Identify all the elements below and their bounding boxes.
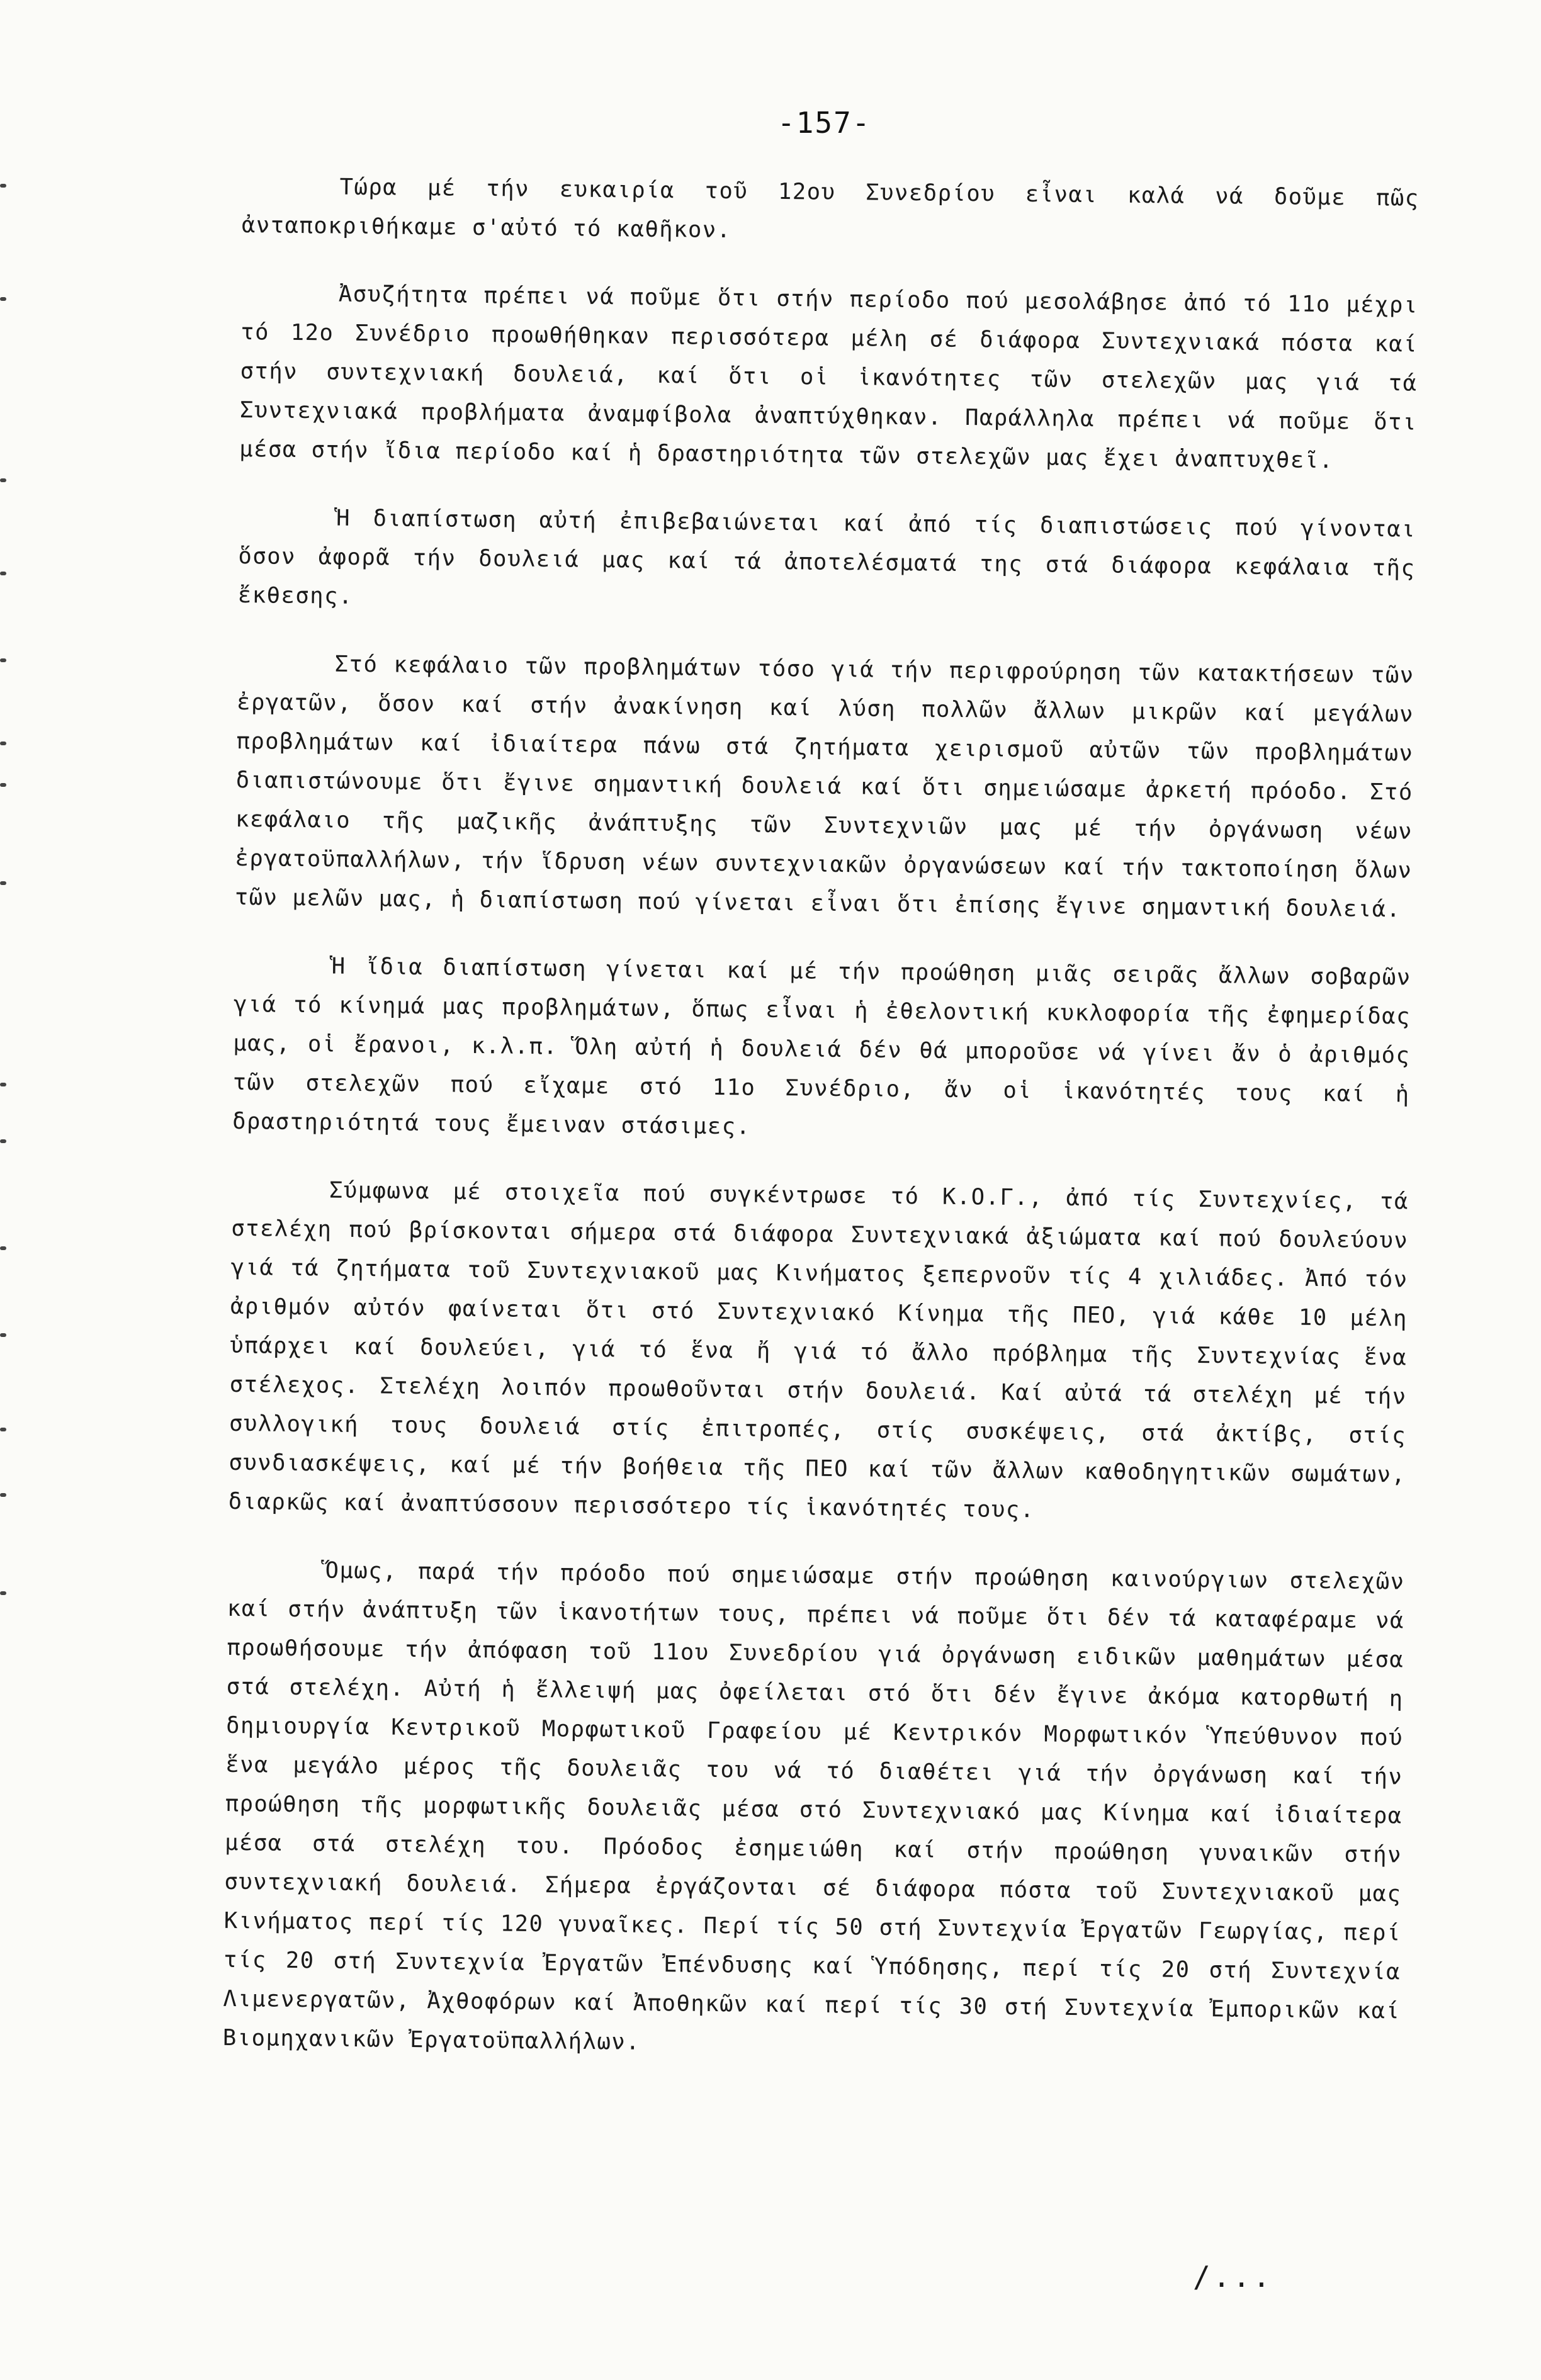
margin-mark bbox=[0, 1428, 6, 1431]
paragraph: Τώρα μέ τήν ευκαιρία τοῦ 12ου Συνεδρίου εἶναι καλά νά δοῦμε πῶς ἀνταποκριθήκαμε σ'αὐτό τό καθῆκον. bbox=[241, 174, 1420, 244]
paragraph: Σύμφωνα μέ στοιχεῖα πού συγκέντρωσε τό Κ.Ο.Γ., ἀπό τίς Συντεχνίες, τά στελέχη πού βρίσκονται σήμερα στά διάφορα Συντεχνιακά ἀξιώματα καί πού δουλεύουν γιά τά ζητήματα τοῦ Συντεχνιακοῦ μας Κινήματος ξεπερνοῦν τίς 4 χιλιάδες. Ἀπό τόν ἀριθμόν αὐτόν φαίνεται ὅτι στό Συντεχνιακό Κίνημα τῆς ΠΕΟ, γιά κάθε 10 μέλη ὑπάρχει καί δουλεύει, γιά τό ἕνα ἤ γιά τό ἄλλο πρόβλημα τῆς Συντεχνίας ἕνα στέλεχος. Στελέχη λοιπόν προωθοῦνται στήν δουλειά. Καί αὐτά τά στελέχη μέ τήν συλλογική τους δουλειά στίς ἐπιτροπές, στίς συσκέψεις, στά ἀκτίβς, στίς συνδιασκέψεις, καί μέ τήν βοήθεια τῆς ΠΕΟ καί τῶν ἄλλων καθοδηγητικῶν σωμάτων, διαρκῶς καί ἀναπτύσσουν περισσότερο τίς ἱκανότητές τους. bbox=[228, 1177, 1409, 1523]
margin-mark bbox=[0, 1493, 6, 1497]
continuation-mark: /... bbox=[1193, 2260, 1273, 2294]
margin-mark bbox=[0, 297, 6, 301]
paragraph: Ἡ ἴδια διαπίστωση γίνεται καί μέ τήν προώθηση μιᾶς σειρᾶς ἄλλων σοβαρῶν γιά τό κίνημά μας προβλημάτων, ὅπως εἶναι ἡ ἐθελοντική κυκλοφορία τῆς ἐφημερίδας μας, οἱ ἔρανοι, κ.λ.π. Ὅλη αὐτή ἡ δουλειά δέν θά μποροῦσε νά γίνει ἄν ὁ ἀριθμός τῶν στελεχῶν πού εἴχαμε στό 11ο Συνέδριο, ἄν οἱ ἱκανότητές τους καί ἡ δραστηριότητά τους ἔμειναν στάσιμες. bbox=[232, 953, 1411, 1140]
margin-mark bbox=[0, 478, 6, 482]
paragraph: Ἀσυζήτητα πρέπει νά ποῦμε ὅτι στήν περίοδο πού μεσολάβησε ἀπό τό 11ο μέχρι τό 12ο Συνέδριο προωθήθηκαν περισσότερα μέλη σέ διάφορα Συντεχνιακά πόστα καί στήν συντεχνιακή δουλειά, καί ὅτι οἱ ἱκανότητες τῶν στελεχῶν μας γιά τά Συντεχνιακά προβλήματα ἀναμφίβολα ἀναπτύχθηκαν. Παράλληλα πρέπει νά ποῦμε ὅτι μέσα στήν ἴδια περίοδο καί ἡ δραστηριότητα τῶν στελεχῶν μας ἔχει ἀναπτυχθεῖ. bbox=[239, 281, 1419, 474]
paragraph: Στό κεφάλαιο τῶν προβλημάτων τόσο γιά τήν περιφρούρηση τῶν κατακτήσεων τῶν ἐργατῶν, ὅσον καί στήν ἀνακίνηση καί λύση πολλῶν ἄλλων μικρῶν καί μεγάλων προβλημάτων καί ἰδιαίτερα πάνω στά ζητήματα χειρισμοῦ αὐτῶν τῶν προβλημάτων διαπιστώνουμε ὅτι ἔγινε σημαντική δουλειά καί ὅτι σημειώσαμε ἀρκετή πρόοδο. Στό κεφάλαιο τῆς μαζικῆς ἀνάπτυξης τῶν Συντεχνιῶν μας μέ τήν ὀργάνωση νέων ἐργατοϋπαλλήλων, τήν ἵδρυση νέων συντεχνιακῶν ὀργανώσεων καί τήν τακτοποίηση ὅλων τῶν μελῶν μας, ἡ διαπίστωση πού γίνεται εἶναι ὅτι ἐπίσης ἔγινε σημαντική δουλειά. bbox=[234, 651, 1414, 923]
margin-mark bbox=[0, 742, 6, 745]
page-number: -157- bbox=[777, 106, 871, 140]
paragraph: Ὅμως, παρά τήν πρόοδο πού σημειώσαμε στήν προώθηση καινούργιων στελεχῶν καί στήν ἀνάπτυξη τῶν ἱκανοτήτων τους, πρέπει νά ποῦμε ὅτι δέν τά καταφέραμε νά προωθήσουμε τήν ἀπόφαση τοῦ 11ου Συνεδρίου γιά ὀργάνωση ειδικῶν μαθημάτων μέσα στά στελέχη. Αὐτή ἡ ἔλλειψή μας ὀφείλεται στό ὅτι δέν ἔγινε ἀκόμα κατορθωτή η δημιουργία Κεντρικοῦ Μορφωτικοῦ Γραφείου μέ Κεντρικόν Μορφωτικόν Ὑπεύθυνον πού ἕνα μεγάλο μέρος τῆς δουλειᾶς του νά τό διαθέτει γιά τήν ὀργάνωση καί τήν προώθηση τῆς μορφωτικῆς δουλειᾶς μέσα στό Συντεχνιακό μας Κίνημα καί ἰδιαίτερα μέσα στά στελέχη του. Πρόοδος ἐσημειώθη καί στήν προώθηση γυναικῶν στήν συντεχνιακή δουλειά. Σήμερα ἐργάζονται σέ διάφορα πόστα τοῦ Συντεχνιακοῦ μας Κινήματος περί τίς 120 γυναῖκες. Περί τίς 50 στή Συντεχνία Ἐργατῶν Γεωργίας, περί τίς 20 στή Συντεχνία Ἐργατῶν Ἐπένδυσης καί Ὑπόδησης, περί τίς 20 στή Συντεχνία Λιμενεργατῶν, Ἀχθοφόρων καί Ἀποθηκῶν καί περί τίς 30 στή Συντεχνία Ἐμπορικῶν καί Βιομηχανικῶν Ἐργατοϋπαλλήλων. bbox=[222, 1557, 1405, 2055]
margin-mark bbox=[0, 1333, 6, 1337]
margin-mark bbox=[0, 1591, 6, 1595]
punch-hole-marks bbox=[0, 0, 76, 2380]
margin-mark bbox=[0, 1139, 6, 1143]
margin-mark bbox=[0, 658, 6, 662]
paragraph: Ἡ διαπίστωση αὐτή ἐπιβεβαιώνεται καί ἀπό τίς διαπιστώσεις πού γίνονται ὅσον ἀφορᾶ τήν δουλειά μας καί τά ἀποτελέσματά της στά διάφορα κεφάλαια τῆς ἔκθεσης. bbox=[237, 505, 1416, 609]
margin-mark bbox=[0, 783, 6, 787]
margin-mark bbox=[0, 881, 6, 885]
margin-mark bbox=[0, 1083, 6, 1086]
document-body bbox=[223, 167, 1420, 2070]
margin-mark bbox=[0, 572, 6, 575]
margin-mark bbox=[0, 1246, 6, 1250]
margin-mark bbox=[0, 184, 6, 188]
